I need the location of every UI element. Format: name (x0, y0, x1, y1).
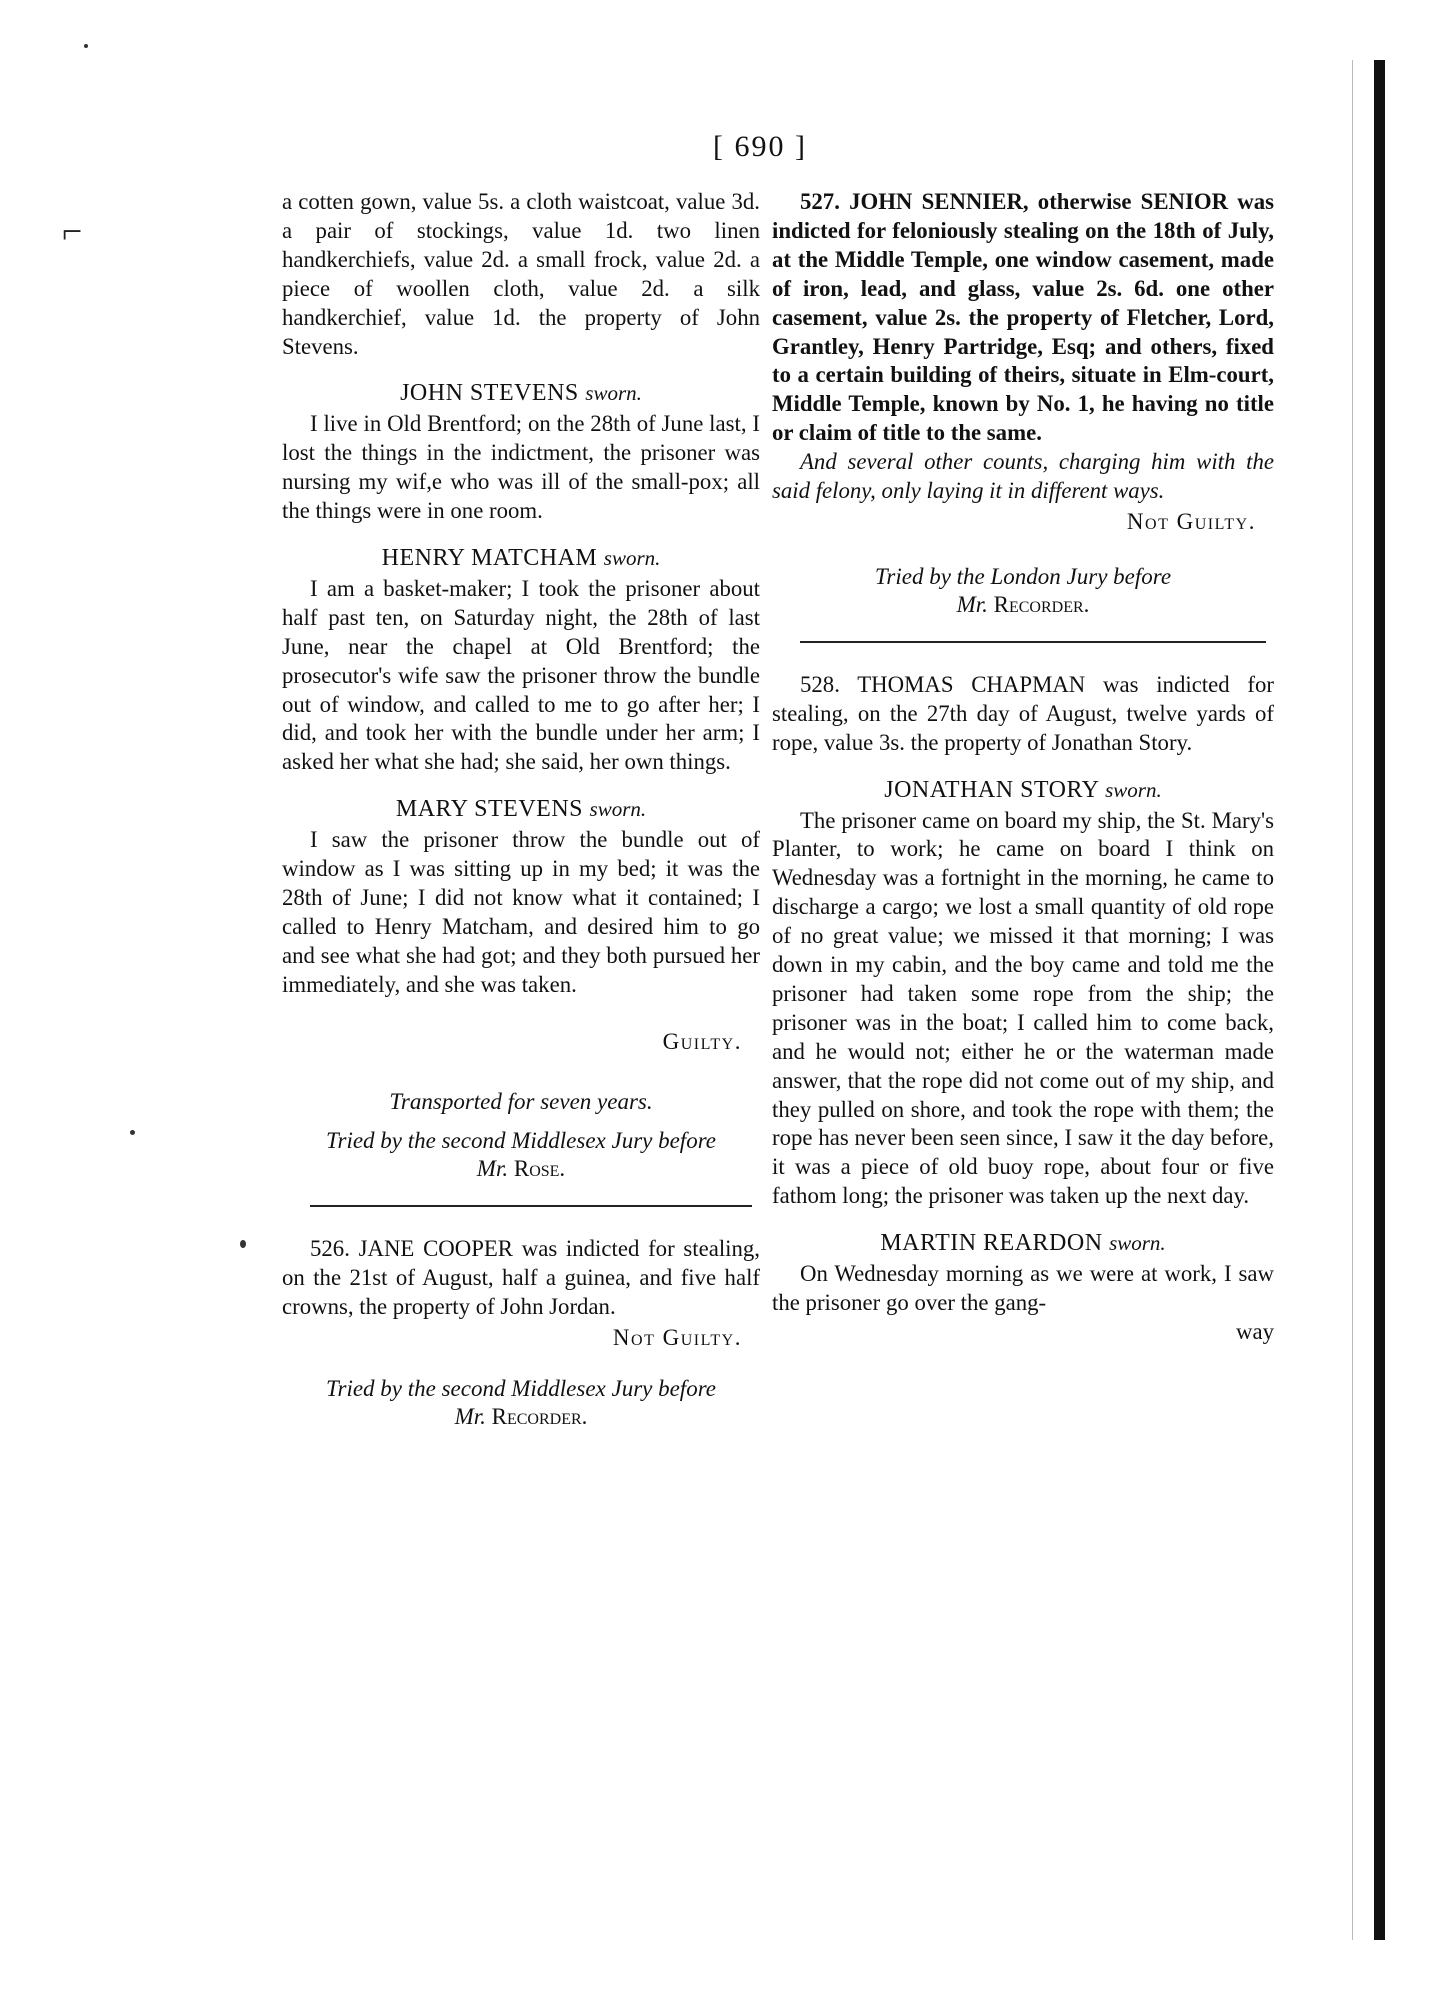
case-entry: 526. JANE COOPER was indicted for stealing, on the 21st of August, half a guinea, and five half crowns, the property of John Jordan. (282, 1236, 760, 1320)
sworn-label: sworn. (1105, 777, 1162, 802)
additional-counts: And several other counts, charging him with the said felony, only laying it in different ways. (772, 449, 1274, 504)
witness-heading (282, 379, 760, 408)
tried-by-judge-line (282, 1403, 760, 1431)
ink-speck (130, 1130, 135, 1135)
witness-heading (282, 795, 760, 824)
page-number: [ 690 ] (713, 130, 807, 163)
witness-name: JONATHAN STORY (884, 776, 1099, 803)
catchword: way (1236, 1318, 1274, 1344)
judge-title: Mr. (454, 1404, 486, 1429)
testimony: The prisoner came on board my ship, the St. Mary's Planter, to work; he came on board I think on Wednesday was a fortnight in the morning, he came to discharge a cargo; we lost a small quantity of old rope of no great value; we missed it that morning; I was down in my cabin, and the boy came and told me the prisoner had taken some rope from the ship; the prisoner was in the boat; I called him to come back, and he would not; either he or the waterman made answer, that the rope did not come out of my ship, and they pulled on shore, and took the rope with them; the rope has never been seen since, I saw it the day before, it was a piece of old buoy rope, about four or five fathom long; the prisoner was taken up the next day. (772, 807, 1274, 1209)
witness-heading (772, 1229, 1274, 1258)
case-entry: 528. THOMAS CHAPMAN was indicted for stealing, on the 27th day of August, twelve yards of rope, value 3s. the property of Jonathan Story. (772, 671, 1274, 755)
tried-by (282, 1375, 760, 1431)
page-crease (1352, 60, 1353, 1940)
testimony: I am a basket-maker; I took the prisoner about half past ten, on Saturday night, the 28th of last June, near the chapel at Old Brentford; the prosecutor's wife saw the prisoner throw the bundle out of window, and called to me to go after her; I did, and took her with the bundle under her arm; I asked her what she had; she said, her own things. (282, 575, 760, 775)
tried-by-line: Tried by the second Middlesex Jury before (325, 1376, 717, 1401)
sworn-label: sworn. (589, 797, 647, 822)
right-column (772, 188, 1274, 1347)
judge-name: Rose. (513, 1156, 566, 1182)
case-entry: 527. JOHN SENNIER, otherwise SENIOR was indicted for feloniously stealing on the 18th of July, at the Middle Temple, one window casement, made of iron, lead, and glass, value 2s. 6d. one other casement, value 2s. the property of Fletcher, Lord, Grantley, Henry Partridge, Esq; and others, fixed to a certain building of theirs, situate in Elm-court, Middle Temple, known by No. 1, he having no title or claim of title to the same. (772, 189, 1274, 446)
testimony: On Wednesday morning as we were at work, I saw the prisoner go over the gang- (772, 1261, 1274, 1315)
sentence: Transported for seven years. (389, 1089, 653, 1115)
verdict: Guilty. (662, 1028, 742, 1054)
verdict: Not Guilty. (612, 1325, 742, 1351)
tried-by-line: Tried by the second Middlesex Jury before (325, 1128, 717, 1154)
continued-text: a cotten gown, value 5s. a cloth waistcoat, value 3d. a pair of stockings, value 1d. two linen handkerchiefs, value 2d. a small frock, value 2d. a piece of woollen cloth, value 2d. a silk handkerchief, value 1d. the property of John Stevens. (282, 189, 760, 359)
tried-by (772, 563, 1274, 619)
witness-heading (772, 776, 1274, 805)
section-rule (310, 1205, 752, 1207)
sworn-label: sworn. (585, 381, 642, 406)
judge-title: Mr. (476, 1156, 509, 1182)
binding-edge (1374, 60, 1385, 1940)
tried-by-judge-line (772, 591, 1274, 619)
margin-mark: ⌐ (62, 211, 83, 251)
sworn-label: sworn. (1109, 1231, 1166, 1256)
tried-by (282, 1127, 760, 1183)
left-column (282, 188, 760, 1431)
witness-heading (282, 544, 760, 573)
verdict: Not Guilty. (1126, 508, 1256, 534)
tried-by-judge-line (282, 1155, 760, 1183)
ink-speck (84, 44, 88, 48)
ink-speck (240, 1240, 246, 1248)
witness-name: HENRY MATCHAM (381, 544, 598, 571)
judge-title: Mr. (956, 591, 988, 617)
witness-name: MARTIN REARDON (880, 1230, 1103, 1257)
judge-name: Recorder. (993, 591, 1090, 617)
section-rule (800, 641, 1266, 643)
witness-name: JOHN STEVENS (400, 380, 579, 407)
judge-name: Recorder. (491, 1404, 588, 1429)
sworn-label: sworn. (603, 545, 661, 570)
witness-name: MARY STEVENS (395, 796, 584, 823)
testimony: I live in Old Brentford; on the 28th of June last, I lost the things in the indictment, the prisoner was nursing my wif,e who was ill of the small-pox; all the things were in one room. (282, 411, 760, 524)
tried-by-line: Tried by the London Jury before (874, 563, 1172, 589)
testimony: I saw the prisoner throw the bundle out of window as I was sitting up in my bed; it was the 28th of June; I did not know what it contained; I called to Henry Matcham, and desired him to go and see what she had got; and they both pursued her immediately, and she was taken. (282, 827, 760, 997)
